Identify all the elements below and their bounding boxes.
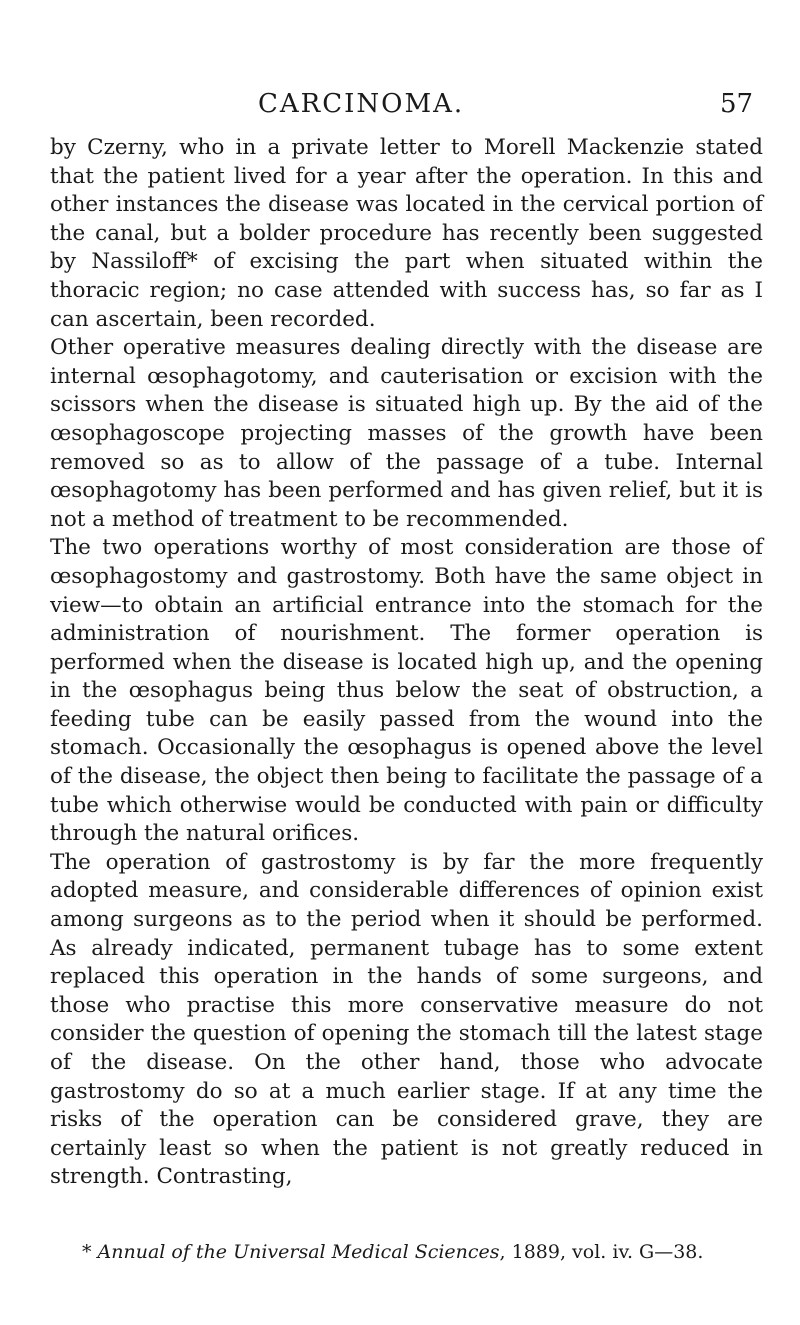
- footnote-citation: , 1889, vol. iv. G—38.: [499, 1241, 704, 1263]
- footnote-marker: *: [82, 1241, 92, 1263]
- paragraph-1: by Czerny, who in a private letter to Morell Mackenzie stated that the patient lived for a year after the operation. In this and other instances the disease was located in the cervical portion of the canal, but a bolder procedure has recently been suggested by Nassiloff* of excising the part when situated within the thoracic region; no case attended with success has, so far as I can ascertain, been recorded.: [50, 135, 763, 332]
- footnote: [82, 1240, 762, 1264]
- page-number: 57: [720, 89, 754, 119]
- running-title: CARCINOMA.: [258, 89, 465, 119]
- running-head: [0, 88, 800, 120]
- footnote-source-title: Annual of the Universal Medical Sciences: [97, 1241, 500, 1263]
- body-text: [50, 134, 763, 1192]
- paragraph-4: The operation of gastrostomy is by far the more frequently adopted measure, and considerable differences of opinion exist among surgeons as to the period when it should be performed. As already indicated, permanent tubage has to some extent replaced this operation in the hands of some surgeons, and those who practise this more conservative measure do not consider the question of opening the stomach till the latest stage of the disease. On the other hand, those who advocate gastrostomy do so at a much earlier stage. If at any time the risks of the operation can be considered grave, they are certainly least so when the patient is not greatly reduced in strength. Contrasting,: [50, 849, 763, 1190]
- paragraph-3: The two operations worthy of most consideration are those of œsophagostomy and gastrostomy. Both have the same object in view—to obtain an artificial entrance into the stomach for the administration of nourishment. The former operation is performed when the disease is located high up, and the opening in the œsophagus being thus below the seat of obstruction, a feeding tube can be easily passed from the wound into the stomach. Occasionally the œsophagus is opened above the level of the disease, the object then being to facilitate the passage of a tube which otherwise would be conducted with pain or difficulty through the natural orifices.: [50, 535, 763, 847]
- paragraph-2: Other operative measures dealing directly with the disease are internal œsophagotomy, and cauterisation or excision with the scissors when the disease is situated high up. By the aid of the œsophagoscope projecting masses of the growth have been removed so as to allow of the passage of a tube. Internal œsophagotomy has been performed and has given relief, but it is not a method of treatment to be recommended.: [50, 335, 763, 532]
